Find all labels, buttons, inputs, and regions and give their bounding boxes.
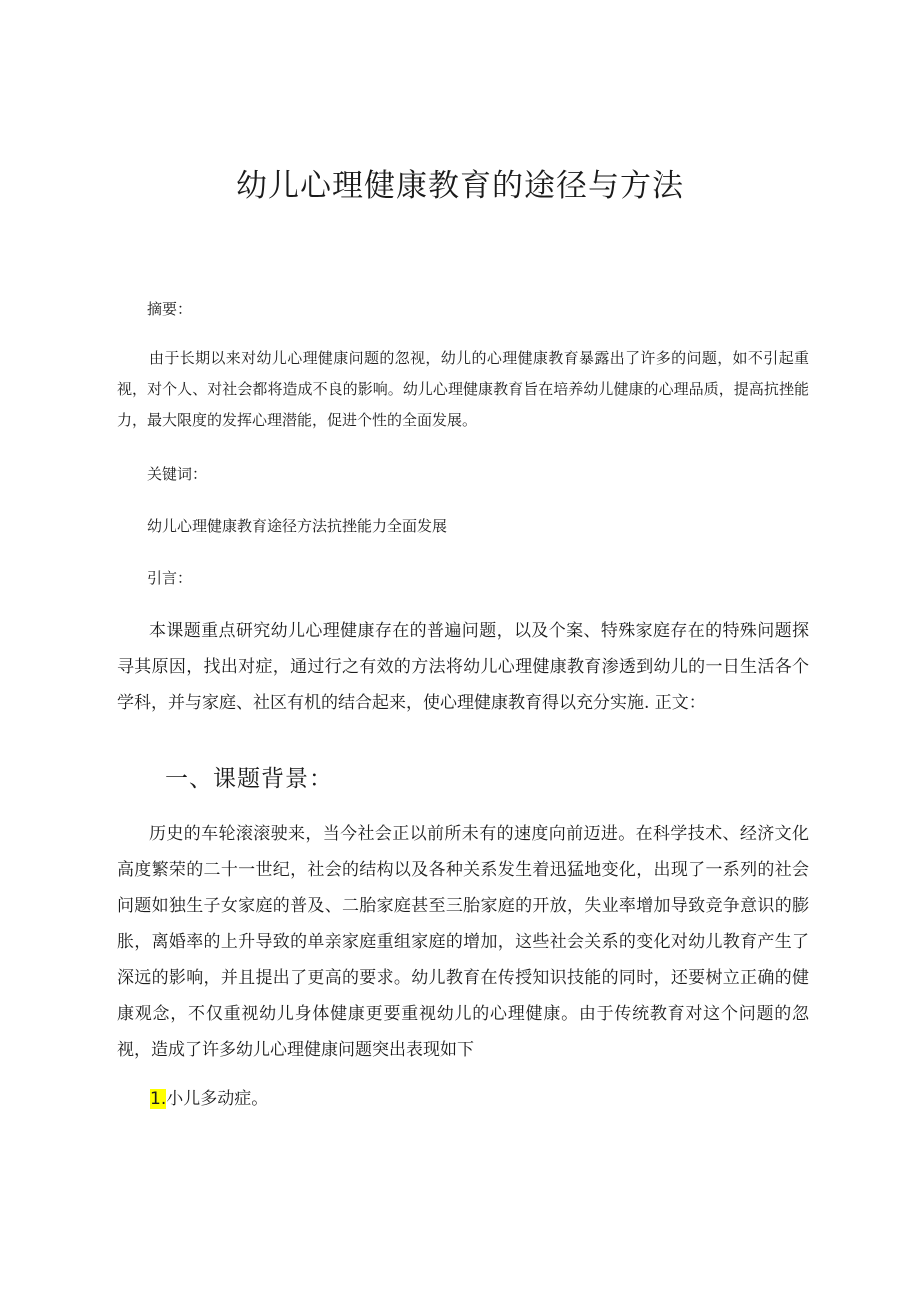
keywords-label: 关键词： xyxy=(147,465,208,483)
intro-label: 引言： xyxy=(147,569,193,587)
intro-text: 本课题重点研究幼儿心理健康存在的普遍问题，以及个案、特殊家庭存在的特殊问题探寻其原因，找出对症，通过行之有效的方法将幼儿心理健康教育渗透到幼儿的一日生活各个学科，并与家庭、社区有机的结合起来，使心理健康教育得以充分实施. 正文： xyxy=(117,621,809,713)
section-heading: 一、课题背景： xyxy=(165,766,333,792)
list-item xyxy=(150,1084,268,1109)
section-body-text: 历史的车轮滚滚驶来，当今社会正以前所未有的速度向前迈进。在科学技术、经济文化高度繁荣的二十一世纪，社会的结构以及各种关系发生着迅猛地变化，出现了一系列的社会问题如独生子女家庭的普及、二胎家庭甚至三胎家庭的开放，失业率增加导致竞争意识的膨胀，离婚率的上升导致的单亲家庭重组家庭的增加，这些社会关系的变化对幼儿教育产生了深远的影响，并且提出了更高的要求。幼儿教育在传授知识技能的同时，还要树立正确的健康观念，不仅重视幼儿身体健康更要重视幼儿的心理健康。由于传统教育对这个问题的忽视，造成了许多幼儿心理健康问题突出表现如下 xyxy=(117,824,809,1060)
abstract-label: 摘要： xyxy=(147,300,193,318)
list-item-text: 小儿多动症。 xyxy=(166,1089,269,1109)
keywords-text: 幼儿心理健康教育途径方法抗挫能力全面发展 xyxy=(147,517,448,535)
abstract-text: 由于长期以来对幼儿心理健康问题的忽视，幼儿的心理健康教育暴露出了许多的问题，如不引起重视，对个人、对社会都将造成不良的影响。幼儿心理健康教育旨在培养幼儿健康的心理品质，提高抗挫能力，最大限度的发挥心理潜能，促进个性的全面发展。 xyxy=(117,349,809,429)
list-item-number: 1. xyxy=(150,1089,167,1109)
page-title: 幼儿心理健康教育的途径与方法 xyxy=(236,168,684,204)
